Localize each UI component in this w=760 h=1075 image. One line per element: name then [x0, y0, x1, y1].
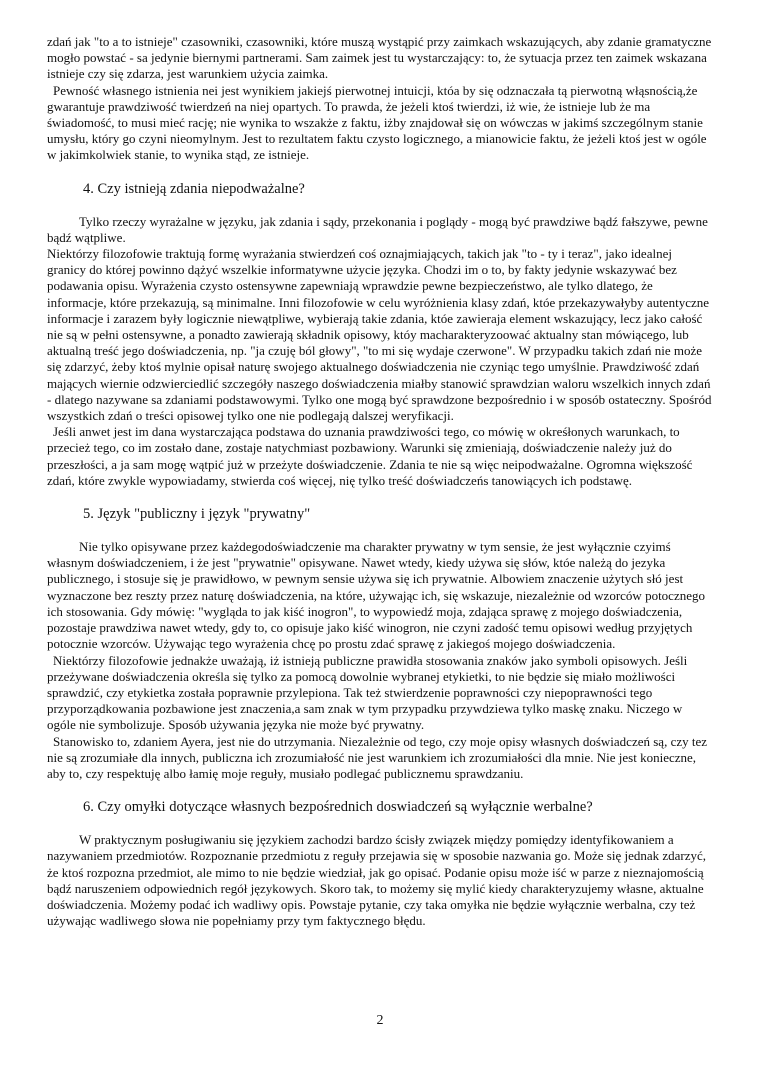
page-number: 2 — [376, 1013, 384, 1028]
paragraph-intro-2: Pewność własnego istnienia nei jest wynikiem jakiejś pierwotnej intuicji, któa by się odznaczała tą pierwotną włąsnością,że gwarantuje prawdziwość twierdzeń na niej opartych. To prawda, że jeżeli ktoś twierdzi, iż wie, że istnieje lub że ma świadomość, to musi mieć rację; nie wynika to wszakże z faktu, iżby znajdował się on wówczas w jakimś szczególnym stanie umysłu, który go czyni nieomylnym. Jest to rezultatem faktu czysto logicznego, a mianowicie faktu, że jeżeli ktoś jest w ogóle w jakimkolwiek stanie, to wynika stąd, ze istnieje. — [47, 82, 707, 163]
section-6-heading: 6. Czy omyłki dotyczące własnych bezpośrednich doswiadczeń są wyłącznie werbalne? — [83, 799, 593, 816]
paragraph-intro-1: zdań jak "to a to istnieje" czasowniki, czasowniki, które muszą wystąpić przy zaimkach wskazujących, aby zdanie gramatyczne mogło powstać - sa jedynie biernymi partnerami. Sam zaimek jest tu wystarczający: to, że sytuacja przez ten zaimek wskazana istnieje czy się zdarza, jest warunkiem użycia zaimka. — [47, 34, 712, 82]
section-4-heading: 4. Czy istnieją zdania niepodważalne? — [83, 180, 305, 197]
section-5-paragraph-1: Nie tylko opisywane przez każdegodoświadczenie ma charakter prywatny w tym sensie, że jest wyłącznie czyimś własnym doświadczeniem, i że jest "prywatnie" opisywane. Nawet wtedy, kiedy używa się słów, któe należą do jezyka publicznego, i stosuje się je prawidłowo, w pewnym sensie używa się ich prywatnie. Albowiem znaczenie użytych słó jest wyznaczone bez reszty przez naturę doświadczenia, na które, używając ich, się wskazuje, niezależnie od wzorców potocznego ich stosowania. Gdy mówię: "wygląda to jak kiść inogron", to wypowiedź moja, zdająca sprawę z mojego doświadczenia, pozostaje prawdziwa nawet wtedy, gdy to, co opisuje jako kiść winogron, nie czyni zadość temu opisowi według przyjętych potocznie wzorców. Używając tego wyrażenia chcę po prostu zdać sprawę z jakiegoś mojego doświadczenia. — [47, 539, 705, 652]
section-4-paragraph-3: Jeśli anwet jest im dana wystarczająca podstawa do uznania prawdziwości tego, co mówię w okreśłonych warunkach, to przecież tego, co im zostało dane, zostaje natychmiast pozbawiony. Warunki się zmieniają, doświadczenie należy już do przeszłości, a ja sam mogę wątpić już w przeżyte doświadczenie. Zdania te nie są więc neipodważalne. Ogromna większość zdań, które zwykle wypowiadamy, stwierda coś więcej, nię tylko treść doświadczeńs tanowiących ich podstawę. — [47, 424, 693, 488]
document-page — [47, 34, 713, 929]
section-5-paragraph-2: Niektórzy filozofowie jednakże uważają, iż istnieją publiczne prawidła stosowania znaków jako symboli opisowych. Jeśli przeżywane doświadczenia określa się tylko za pomocą dowolnie wybranej etykietki, to nie będzie się miało możliwości sprawdzić, czy etykietka została poprawnie przylepiona. Tak też stwierdzenie poprawności czy niepoprawności tego przyporządkowania pozbawione jest znaczenia,a sam znak w tym przypadku przywdziewa tylko maskę znaku. Niczego w ogóle nie symbolizuje. Sposób używania języka nie może być prywatny. — [47, 652, 688, 733]
section-4-paragraph-2: Niektórzy filozofowie traktują formę wyrażania stwierdzeń coś oznajmiających, takich jak "to - ty i teraz", jako idealnej granicy do której powinno dążyć wszelkie informatywne użycie języka. Chodzi im o to, by fakty jedynie wskazywać bez podawania opisu. Wyrażenia czysto ostensywne zapewniają wprawdzie pewne bezpieczeństwo, ale tylko dlatego, że informacje, które przekazują, są minimalne. Inni filozofowie w celu wyróżnienia klasy zdań, któe przekazywałyby autentyczne informacje i zarazem były logicznie niewątpliwe, wybierają takie zdania, któe zawieraja element wskazujący, lecz jako całość nie są w pełni ostensywne, a ponadto zawierają składnik opisowy, któy macharakteryzoować aktualny stan mówiącego, lub aktualną treść jego doświadczenia, np. "ja czuję ból głowy", "to mi się wydaje czerwone". W przypadku takich zdań nie może się zdarzyć, żeby ktoś mylnie opisał naturę swojego aktualnego doświadczenia nie czyniąc tego umyślnie. Prawdziwość zdań mających wiernie odzwierciedlić szczegóły naszego doświadczenia miałby stanowić sprawdzian waloru wszelkich innych zdań - dlatego nazywane sa zdaniami podstawowymi. Tylko one mogą być sprawdzone bezpośrednio i w sposób ostateczny. Spośród wszystkich zdań o treści opisowej tylko one nie podlegają dalszej weryfikacji. — [47, 246, 712, 424]
section-6-paragraph-1: W praktycznym posługiwaniu się językiem zachodzi bardzo ścisły związek między pomiędzy identyfikowaniem a nazywaniem przedmiotów. Rozpoznanie przedmiotu z reguły przejawia się w sposobie nazwania go. Może się jednak zdarzyć, że ktoś rozpozna przedmiot, ale mimo to nie będzie wiedział, jak go opisać. Podanie opisu może iść w parze z nieznajomością bądź naruszeniem odpowiednich regół językowych. Skoro tak, to możemy się mylić kiedy charakteryzujemy własne, aktualne doświadczenia. Możemy podać ich wadliwy opis. Powstaje pytanie, czy taka omyłka nie będzie wyłącznie werbalna, czy też używając wadliwego słowa nie popełniamy przy tym faktycznego błędu. — [47, 832, 707, 929]
section-5-heading: 5. Język "publiczny i język "prywatny" — [83, 506, 311, 523]
section-5-paragraph-3: Stanowisko to, zdaniem Ayera, jest nie do utrzymania. Niezależnie od tego, czy moje opisy własnych doświadczeń są, czy tez nie są zrozumiałe dla innych, publiczna ich zrozumiałość nie jest warunkiem ich zrozumiałości dla mnie. Nie jest konieczne, aby to, czy respektuję albo łamię moje reguły, musiało podlegać publicznemu sprawdzaniu. — [47, 733, 708, 781]
section-4-paragraph-1: Tylko rzeczy wyrażalne w języku, jak zdania i sądy, przekonania i poglądy - mogą być prawdziwe bądź fałszywe, pewne bądź wątpliwe. — [47, 213, 708, 245]
